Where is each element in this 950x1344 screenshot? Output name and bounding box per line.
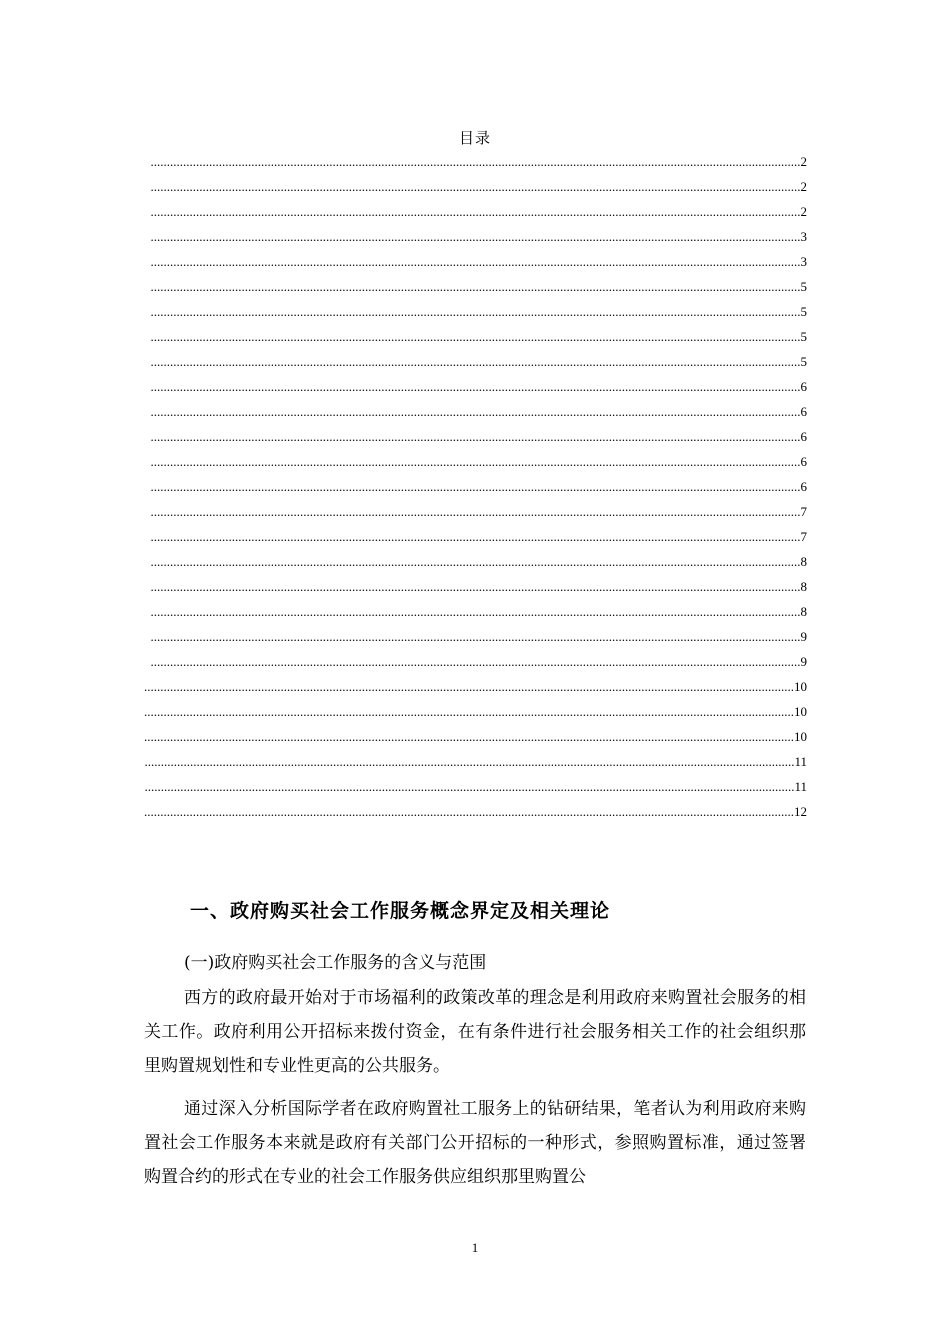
toc-entry[interactable] <box>150 252 807 272</box>
toc-page-number: 6 <box>800 429 807 444</box>
toc-leader-dots: ........................................................................................................................................................................................................ <box>150 504 801 519</box>
toc-leader-dots: ........................................................................................................................................................................................................ <box>150 579 801 594</box>
toc-page-number: 8 <box>800 554 807 569</box>
toc-leader-dots: ........................................................................................................................................................................................................ <box>144 729 794 744</box>
toc-page-number: 2 <box>800 179 807 194</box>
toc-page-number: 11 <box>794 779 807 794</box>
toc-page-number: 6 <box>800 479 807 494</box>
toc-entry[interactable] <box>144 702 807 722</box>
toc-leader-dots: ........................................................................................................................................................................................................ <box>150 604 801 619</box>
toc-title: 目录 <box>458 129 491 147</box>
toc-leader-dots: ........................................................................................................................................................................................................ <box>150 654 801 669</box>
toc-entry[interactable] <box>144 777 807 797</box>
toc-entry[interactable] <box>150 352 807 372</box>
toc-leader-dots: ........................................................................................................................................................................................................ <box>144 704 794 719</box>
toc-leader-dots: ........................................................................................................................................................................................................ <box>150 229 801 244</box>
toc-page-number: 2 <box>800 204 807 219</box>
toc-page-number: 10 <box>794 729 807 744</box>
subsection-heading: (一)政府购买社会工作服务的含义与范围 <box>184 953 487 973</box>
toc-leader-dots: ........................................................................................................................................................................................................ <box>150 479 801 494</box>
toc-leader-dots: ........................................................................................................................................................................................................ <box>150 554 801 569</box>
toc-leader-dots: ........................................................................................................................................................................................................ <box>144 779 795 794</box>
toc-leader-dots: ........................................................................................................................................................................................................ <box>150 379 801 394</box>
toc-entry[interactable] <box>150 152 807 172</box>
toc-page-number: 3 <box>800 229 807 244</box>
toc-page-number: 7 <box>800 529 807 544</box>
toc-page-number: 12 <box>794 804 807 819</box>
toc-entry[interactable] <box>150 577 807 597</box>
toc-page-number: 2 <box>800 154 807 169</box>
toc-page-number: 5 <box>800 329 807 344</box>
toc-entry[interactable] <box>144 802 807 822</box>
toc-leader-dots: ........................................................................................................................................................................................................ <box>150 529 801 544</box>
toc-leader-dots: ........................................................................................................................................................................................................ <box>150 429 801 444</box>
toc-page-number: 3 <box>800 254 807 269</box>
toc-leader-dots: ........................................................................................................................................................................................................ <box>150 329 801 344</box>
body-paragraph: 通过深入分析国际学者在政府购置社工服务上的钻研结果，笔者认为利用政府来购置社会工作服务本来就是政府有关部门公开招标的一种形式，参照购置标准，通过签署购置合约的形式在专业的社会工作服务供应组织那里购置公 <box>144 1099 806 1187</box>
toc-leader-dots: ........................................................................................................................................................................................................ <box>144 804 794 819</box>
toc-entry[interactable] <box>150 302 807 322</box>
toc-leader-dots: ........................................................................................................................................................................................................ <box>150 204 801 219</box>
section-heading: 一、政府购买社会工作服务概念界定及相关理论 <box>190 900 611 922</box>
toc-leader-dots: ........................................................................................................................................................................................................ <box>150 354 801 369</box>
toc-leader-dots: ........................................................................................................................................................................................................ <box>144 754 795 769</box>
toc-entry[interactable] <box>150 477 807 497</box>
toc-entry[interactable] <box>150 452 807 472</box>
toc-leader-dots: ........................................................................................................................................................................................................ <box>150 279 801 294</box>
toc-entry[interactable] <box>150 377 807 397</box>
toc-entry[interactable] <box>150 327 807 347</box>
toc-page-number: 5 <box>800 354 807 369</box>
toc-page-number: 6 <box>800 379 807 394</box>
toc-leader-dots: ........................................................................................................................................................................................................ <box>150 629 801 644</box>
toc-entry[interactable] <box>150 552 807 572</box>
toc-entry[interactable] <box>150 652 807 672</box>
toc-page-number: 7 <box>800 504 807 519</box>
toc-leader-dots: ........................................................................................................................................................................................................ <box>150 154 801 169</box>
toc-page-number: 10 <box>794 704 807 719</box>
toc-page-number: 10 <box>794 679 807 694</box>
toc-leader-dots: ........................................................................................................................................................................................................ <box>144 679 794 694</box>
toc-leader-dots: ........................................................................................................................................................................................................ <box>150 254 801 269</box>
toc-entry[interactable] <box>150 402 807 422</box>
toc-leader-dots: ........................................................................................................................................................................................................ <box>150 179 801 194</box>
toc-entry[interactable] <box>150 602 807 622</box>
toc-entry[interactable] <box>150 627 807 647</box>
toc-entry[interactable] <box>144 752 807 772</box>
toc-entry[interactable] <box>150 427 807 447</box>
toc-page-number: 8 <box>800 604 807 619</box>
toc-page-number: 8 <box>800 579 807 594</box>
toc-entry[interactable] <box>150 277 807 297</box>
toc-page-number: 5 <box>800 279 807 294</box>
toc-leader-dots: ........................................................................................................................................................................................................ <box>150 454 801 469</box>
toc-leader-dots: ........................................................................................................................................................................................................ <box>150 304 801 319</box>
toc-page-number: 6 <box>800 404 807 419</box>
toc-entry[interactable] <box>144 677 807 697</box>
toc-page-number: 5 <box>800 304 807 319</box>
toc-entry[interactable] <box>150 227 807 247</box>
toc-page-number: 9 <box>800 629 807 644</box>
body-paragraph: 西方的政府最开始对于市场福利的政策改革的理念是利用政府来购置社会服务的相关工作。政府利用公开招标来拨付资金，在有条件进行社会服务相关工作的社会组织那里购置规划性和专业性更高的公共服务。 <box>144 988 806 1076</box>
toc-entry[interactable] <box>150 502 807 522</box>
page-number: 1 <box>471 1240 479 1255</box>
toc-page-number: 11 <box>794 754 807 769</box>
toc-entry[interactable] <box>144 727 807 747</box>
toc-leader-dots: ........................................................................................................................................................................................................ <box>150 404 801 419</box>
toc-entry[interactable] <box>150 527 807 547</box>
toc-page-number: 9 <box>800 654 807 669</box>
toc-entry[interactable] <box>150 177 807 197</box>
toc-entry[interactable] <box>150 202 807 222</box>
toc-page-number: 6 <box>800 454 807 469</box>
